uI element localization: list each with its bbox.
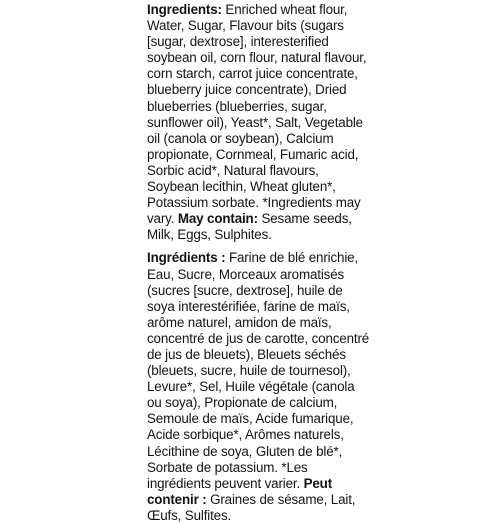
french-may-contain-heading: Peut contenir : [147, 475, 333, 507]
french-ingredients-heading: Ingrédients : [147, 250, 226, 266]
french-ingredients-text: Farine de blé enrichie, Eau, Sucre, Morceaux aromatisés (sucres [sucre, dextrose], huile de soya interestérifiée, farine de maïs, arôme naturel, amidon de maïs, concentré de jus de carotte, concentré de jus de bleuets), Bleuets séchés (bleuets, sucre, huile de tournesol), Levure*, Sel, Huile végétale (canola ou soya), Propionate de calcium, Semoule de maïs, Acide fumarique, Acide sorbique*, Arômes naturels, Lécithine de soya, Gluten de blé*, Sorbate de potassium. *Les ingrédients peuvent varier. [147, 250, 370, 491]
english-may-contain-heading: May contain: [177, 211, 258, 227]
french-may-contain-text: Graines de sésame, Lait, Œufs, Sulfites. [147, 491, 356, 523]
english-ingredients-block [147, 2, 372, 243]
english-ingredients-text: Enriched wheat flour, Water, Sugar, Flavour bits (sugars [sugar, dextrose], interesterified soybean oil, corn flour, natural flavour, corn starch, carrot juice concentrate, blueberry juice concentrate), Dried blueberries (blueberries, sugar, sunflower oil), Yeast*, Salt, Vegetable oil (canola or soybean), Calcium propionate, Cornmeal, Fumaric acid, Sorbic acid*, Natural flavours, Soybean lecithin, Wheat gluten*, Potassium sorbate. *Ingredients may vary. [147, 2, 367, 227]
french-ingredients-block [147, 250, 372, 524]
ingredient-label [147, 2, 372, 524]
section-gap [147, 243, 372, 250]
english-ingredients-heading: Ingredients: [147, 2, 222, 17]
english-may-contain-text: Sesame seeds, Milk, Eggs, Sulphites. [147, 211, 352, 243]
